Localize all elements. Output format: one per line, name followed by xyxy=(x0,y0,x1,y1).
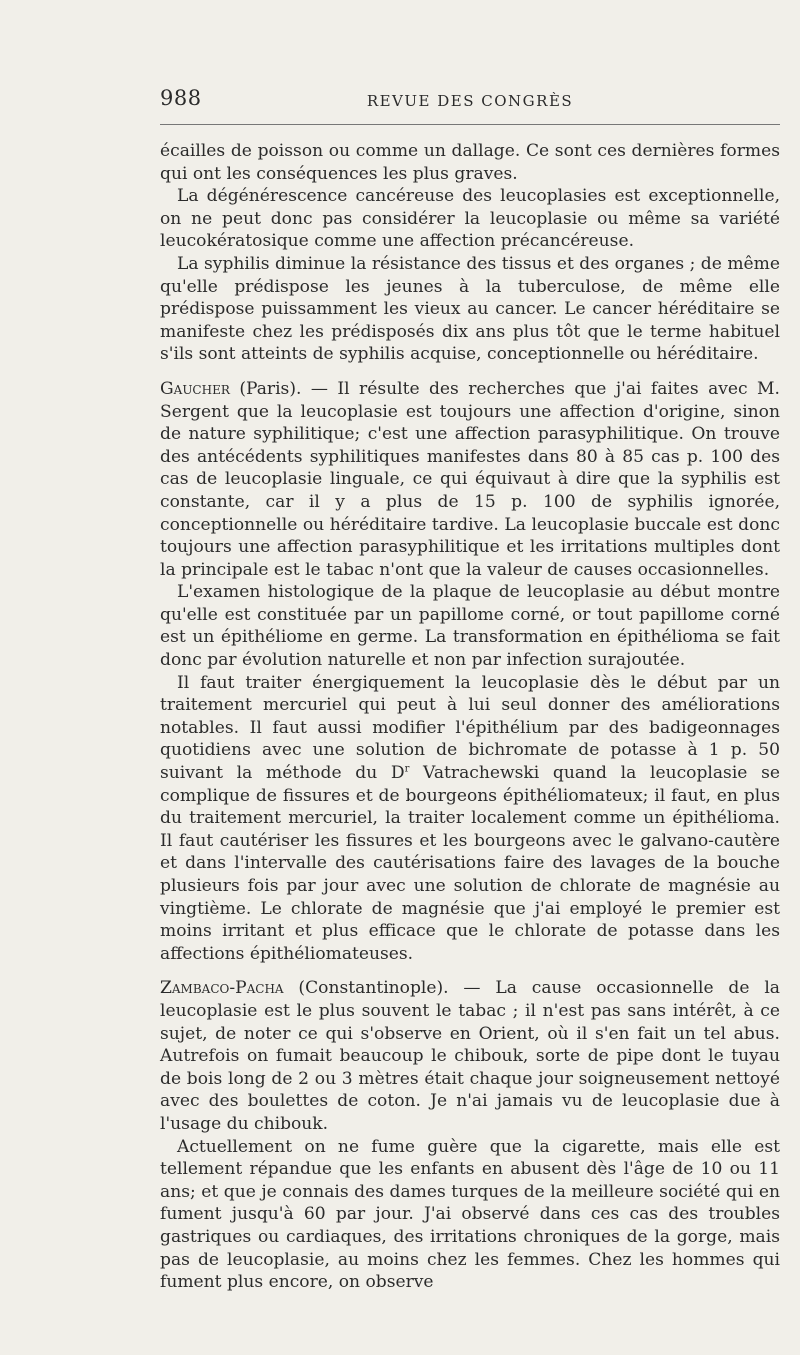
body-text xyxy=(160,140,780,1294)
speaker-name: Zambaco-Pacha xyxy=(160,978,284,999)
header-rule xyxy=(160,124,780,125)
paragraph: écailles de poisson ou comme un dallage. Ce sont ces dernières formes qui ont les conséquences les plus graves. xyxy=(160,141,780,184)
paragraph: La dégénérescence cancéreuse des leucoplasies est exceptionnelle, on ne peut donc pas considérer la leucoplasie ou même sa variété leucokératosique comme une affection précancéreuse. xyxy=(160,186,780,252)
page-number: 988 xyxy=(160,86,202,110)
paragraph-gaucher: Gaucher (Paris). — Il résulte des recherches que j'ai faites avec M. Sergent que la leucoplasie est toujours une affection d'origine, sinon de nature syphilitique; c'est une affection parasyphilitique. On trouve des antécédents syphilitiques manifestes dans 80 à 85 cas p. 100 des cas de leucoplasie linguale, ce qui équivaut à dire que la syphilis est constante, car il y a plus de 15 p. 100 de syphilis ignorée, conceptionnelle ou héréditaire tardive. La leucoplasie buccale est donc toujours une affection parasyphilitique et les irritations multiples dont la principale est le tabac n'ont que la valeur de causes occasionnelles. xyxy=(160,378,780,580)
paragraph: La syphilis diminue la résistance des tissus et des organes ; de même qu'elle prédispose les jeunes à la tuberculose, de même elle prédispose puissamment les vieux au cancer. Le cancer héréditaire se manifeste chez les prédisposés dix ans plus tôt que le terme habituel s'ils sont atteints de syphilis acquise, conceptionnelle ou héréditaire. xyxy=(160,253,780,365)
running-title: REVUE DES CONGRÈS xyxy=(366,92,574,110)
paragraph: Il faut traiter énergiquement la leucoplasie dès le début par un traitement mercuriel qui peut à lui seul donner des améliorations notables. Il faut aussi modifier l'épithélium par des badigeonnages quotidiens avec une solution de bichromate de potasse à 1 p. 50 suivant la méthode du $D^r$ Vatrachewski quand la leucoplasie se complique de fissures et de bourgeons épithéliomateux; il faut, en plus du traitement mercuriel, la traiter localement comme un épithélioma. Il faut cautériser les fissures et les bourgeons avec le galvano-cautère et dans l'intervalle des cautérisations faire des lavages de la bouche plusieurs fois par jour avec une solution de chlorate de magnésie au vingtième. Le chlorate de magnésie que j'ai employé le premier est moins irritant et plus efficace que le chlorate de potasse dans les affections épithéliomateuses. xyxy=(160,672,780,964)
paragraph-zambaco: Zambaco-Pacha (Constantinople). — La cause occasionnelle de la leucoplasie est le plus souvent le tabac ; il n'est pas sans intérêt, à ce sujet, de noter ce qui s'observe en Orient, où il s'en fait un tel abus. Autrefois on fumait beaucoup le chibouk, sorte de pipe dont le tuyau de bois long de 2 ou 3 mètres était chaque jour soigneusement nettoyé avec des boulettes de coton. Je n'ai jamais vu de leucoplasie due à l'usage du chibouk. xyxy=(160,978,780,1134)
paragraph: Actuellement on ne fume guère que la cigarette, mais elle est tellement répandue que les enfants en abusent dès l'âge de 10 ou 11 ans; et que je connais des dames turques de la meilleure société qui en fument jusqu'à 60 par jour. J'ai observé dans ces cas des troubles gastriques ou cardiaques, des irritations chroniques de la gorge, mais pas de leucoplasie, au moins chez les femmes. Chez les hommes qui fument plus encore, on observe xyxy=(160,1136,780,1293)
paragraph: L'examen histologique de la plaque de leucoplasie au début montre qu'elle est constituée par un papillome corné, or tout papillome corné est un épithéliome en germe. La transformation en épithélioma se fait donc par évolution naturelle et non par infection surajoutée. xyxy=(160,582,780,671)
page-header xyxy=(160,86,780,116)
speaker-name: Gaucher xyxy=(160,378,230,399)
